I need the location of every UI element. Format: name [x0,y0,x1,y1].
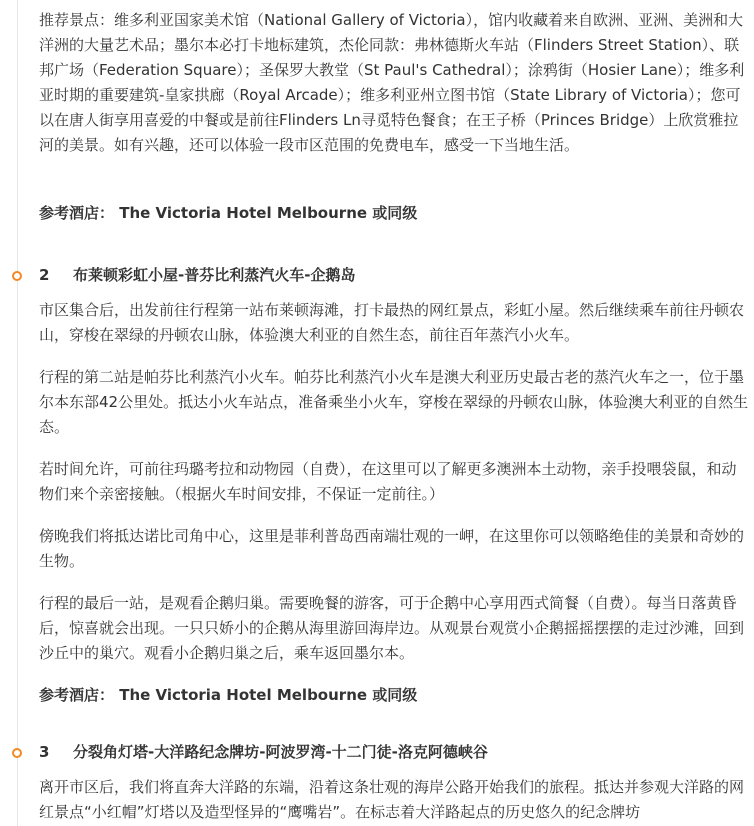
day2-paragraph-5: 行程的最后一站，是观看企鹅归巢。需要晚餐的游客，可于企鹅中心享用西式简餐（自费）。每当日落黄昏后，惊喜就会出现。一只只娇小的企鹅从海里游回海岸边。从观景台观赏小企鹅摇摇摆摆的走过沙滩，回到沙丘中的巢穴。观看小企鹅归巢之后，乘车返回墨尔本。 [39,594,745,662]
day2-hotel: 参考酒店： The Victoria Hotel Melbourne 或同级 [39,686,418,704]
intro-paragraph: 推荐景点：维多利亚国家美术馆（National Gallery of Victoria），馆内收藏着来自欧洲、亚洲、美洲和大洋洲的大量艺术品；墨尔本必打卡地标建筑，杰伦同款：弗林德斯火车站（Flinders Street Station）、联邦广场（Federation Square）；圣保罗大教堂（St Paul's Cathedral）；涂鸦街（Hosier Lane）；维多利亚时期的重要建筑-皇家拱廊（Royal Arcade）；维多利亚州立图书馆（State Library of Victoria）；您可以在唐人街享用喜爱的中餐或是前往Flinders Ln寻觅特色餐食；在王子桥（Princes Bridge）上欣赏雅拉河的美景。如有兴趣，还可以体验一段市区范围的免费电车，感受一下当地生活。 [39,11,745,154]
day2-paragraph-1: 市区集合后，出发前往行程第一站布莱顿海滩，打卡最热的网红景点，彩虹小屋。然后继续乘车前往丹顿农山，穿梭在翠绿的丹顿农山脉，体验澳大利亚的自然生态，前往百年蒸汽小火车。 [39,301,745,344]
day2-paragraph-2: 行程的第二站是帕芬比利蒸汽小火车。帕芬比利蒸汽小火车是澳大利亚历史最古老的蒸汽火车之一，位于墨尔本东部42公里处。抵达小火车站点，准备乘坐小火车，穿梭在翠绿的丹顿农山脉，体验澳大利亚的自然生态。 [39,368,749,436]
day3-number: 3 [39,743,50,761]
day2-number: 2 [39,266,50,284]
day3-body [39,775,749,825]
day2-paragraph-3: 若时间允许，可前往玛璐考拉和动物园（自费），在这里可以了解更多澳洲本土动物，亲手投喂袋鼠，和动物们来个亲密接触。（根据火车时间安排，不保证一定前往。） [39,460,737,503]
day2-paragraph-4: 傍晚我们将抵达诺比司角中心，这里是菲利普岛西南端壮观的一岬，在这里你可以领略绝佳的美景和奇妙的生物。 [39,527,745,570]
day2-body [39,298,749,708]
day2-header [0,264,754,290]
day3-paragraph-1: 离开市区后，我们将直奔大洋路的东端，沿着这条壮观的海岸公路开始我们的旅程。抵达并参观大洋路的网红景点“小红帽”灯塔以及造型怪异的“鹰嘴岩”。在标志着大洋路起点的历史悠久的纪念牌坊 [39,778,745,821]
day3-header [0,741,754,767]
day3-title: 分裂角灯塔-大洋路纪念牌坊-阿波罗湾-十二门徒-洛克阿德峡谷 [73,743,488,761]
intro-hotel: 参考酒店： The Victoria Hotel Melbourne 或同级 [39,204,418,222]
timeline-line [17,0,18,826]
circle-marker-icon [12,271,22,281]
intro-hotel-block [39,201,749,226]
day2-title: 布莱顿彩虹小屋-普芬比利蒸汽火车-企鹅岛 [73,266,356,284]
intro-section [39,8,749,158]
circle-marker-icon [12,748,22,758]
